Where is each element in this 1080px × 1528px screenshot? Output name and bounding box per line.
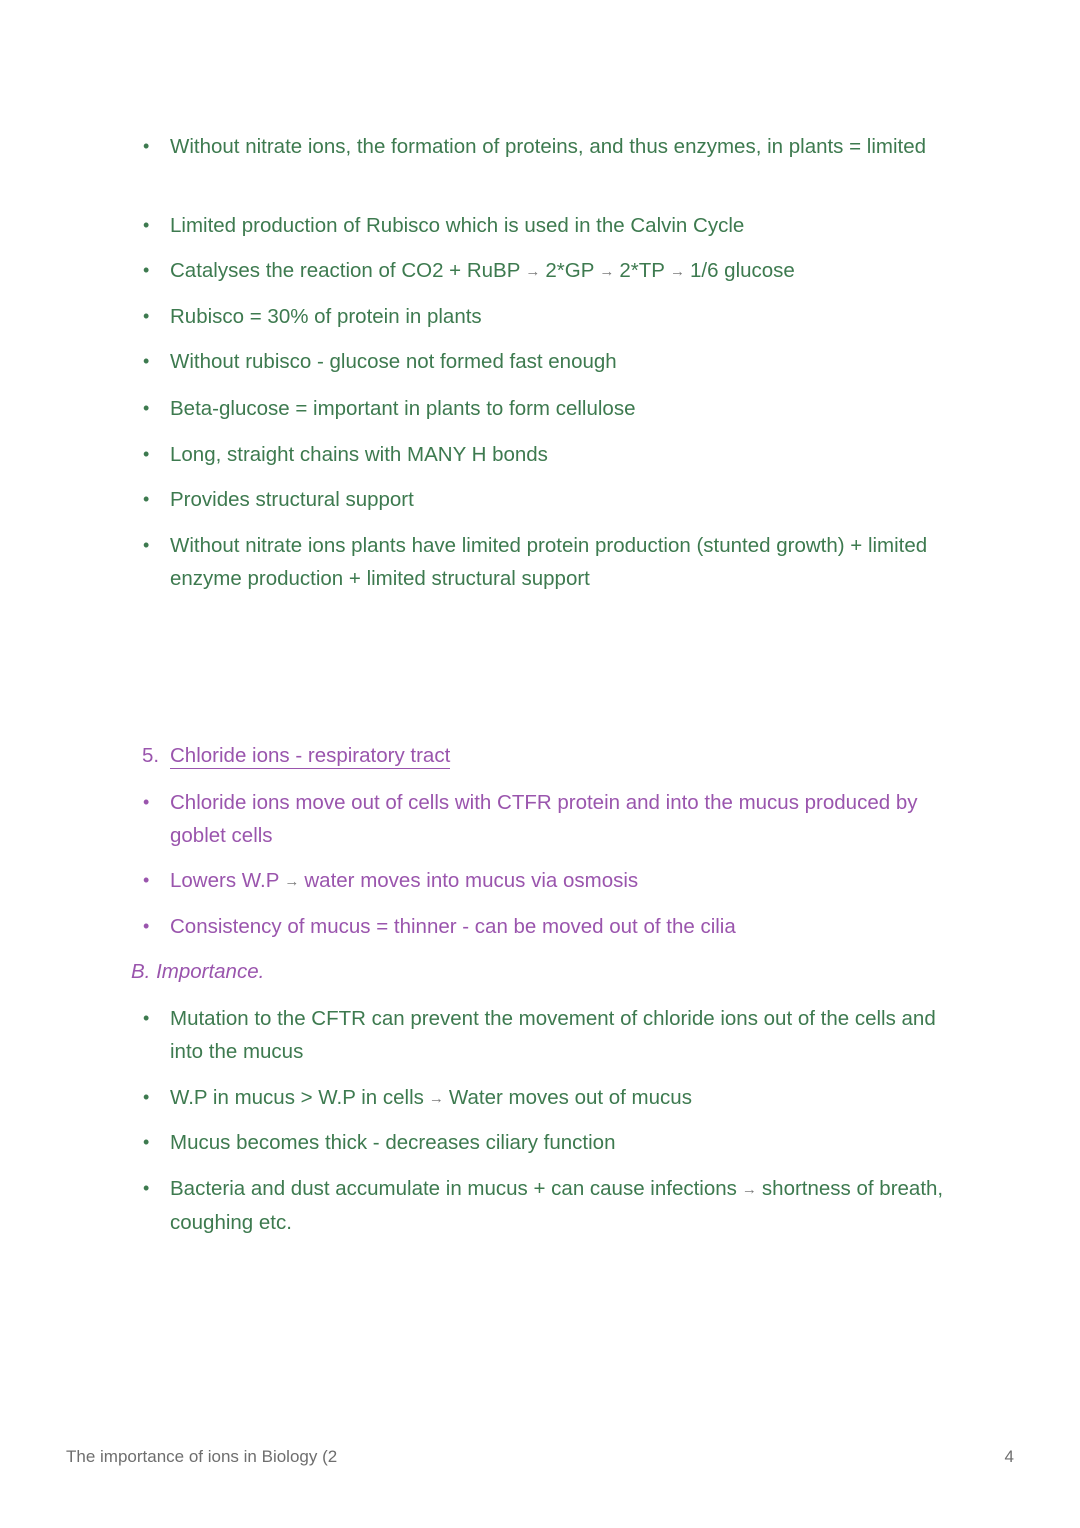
item-text-part: W.P in mucus > W.P in cells <box>170 1086 424 1109</box>
bullet: • <box>143 306 150 326</box>
item-text: Rubisco = 30% of protein in plants <box>170 305 482 328</box>
item-text: Limited production of Rubisco which is used in the Calvin Cycle <box>170 214 745 237</box>
list-item <box>143 392 950 425</box>
section-number: 5. <box>142 744 160 767</box>
list-item <box>143 483 950 516</box>
bullet: • <box>143 136 150 156</box>
bullet: • <box>143 870 150 890</box>
arrow-icon: → <box>428 1090 444 1107</box>
list-item <box>143 1126 950 1159</box>
item-text: Without nitrate ions, the formation of proteins, and thus enzymes, in plants = limited <box>170 135 927 158</box>
bullet: • <box>143 535 150 555</box>
bullet: • <box>143 398 150 418</box>
arrow-icon: → <box>284 873 300 890</box>
bullet: • <box>143 444 150 464</box>
list-item <box>143 345 950 378</box>
list-item <box>143 910 950 943</box>
item-text: Mutation to the CFTR can prevent the movement of chloride ions out of the cells and into the mucus <box>170 1007 936 1063</box>
list-item <box>143 1172 950 1239</box>
footer-page-number: 4 <box>1004 1447 1014 1466</box>
item-text: Beta-glucose = important in plants to form cellulose <box>170 397 636 420</box>
item-text-part: Catalyses the reaction of CO2 + RuBP <box>170 259 521 282</box>
item-text: Without nitrate ions plants have limited protein production (stunted growth) + limited enzyme production + limited structural support <box>170 534 928 590</box>
item-text: Chloride ions move out of cells with CTFR protein and into the mucus produced by goblet cells <box>170 791 918 847</box>
bullet: • <box>143 260 150 280</box>
item-text-part: Lowers W.P <box>170 869 280 892</box>
section-title: Chloride ions - respiratory tract <box>170 744 451 767</box>
bullet: • <box>143 1087 150 1107</box>
item-text-part: 1/6 glucose <box>689 259 795 282</box>
bullet: • <box>143 1178 150 1198</box>
bullet: • <box>143 916 150 936</box>
item-text-part: shortness of breath, coughing etc. <box>170 1177 944 1234</box>
list-item <box>143 529 950 595</box>
bullet: • <box>143 1008 150 1028</box>
item-text: Provides structural support <box>170 488 414 511</box>
list-item <box>143 1081 950 1115</box>
list-item <box>143 1002 950 1068</box>
item-text: Without rubisco - glucose not formed fast enough <box>170 350 617 373</box>
bullet: • <box>143 351 150 371</box>
list-item <box>143 864 950 898</box>
item-text-part: 2*TP <box>619 259 665 282</box>
item-text: Long, straight chains with MANY H bonds <box>170 443 548 466</box>
arrow-icon: → <box>669 263 685 280</box>
bullet: • <box>143 489 150 509</box>
item-text-part: water moves into mucus via osmosis <box>304 869 639 892</box>
bullet: • <box>143 215 150 235</box>
list-item <box>143 209 950 242</box>
list-item <box>143 254 950 288</box>
arrow-icon: → <box>741 1181 757 1198</box>
item-text-part: 2*GP <box>545 259 595 282</box>
importance-heading: B. Importance. <box>131 960 265 983</box>
list-item <box>143 300 950 333</box>
list-item <box>143 438 950 471</box>
item-text: Consistency of mucus = thinner - can be moved out of the cilia <box>170 915 736 938</box>
bullet: • <box>143 1132 150 1152</box>
arrow-icon: → <box>599 263 615 280</box>
list-item <box>143 786 950 852</box>
list-item <box>143 130 950 163</box>
item-text: Mucus becomes thick - decreases ciliary function <box>170 1131 616 1154</box>
arrow-icon: → <box>525 263 541 280</box>
item-text-part: Bacteria and dust accumulate in mucus + can cause infections <box>170 1177 737 1200</box>
item-text-part: Water moves out of mucus <box>448 1086 692 1109</box>
footer-doc-title: The importance of ions in Biology (2 <box>66 1447 338 1466</box>
bullet: • <box>143 792 150 812</box>
section-heading <box>142 739 450 772</box>
